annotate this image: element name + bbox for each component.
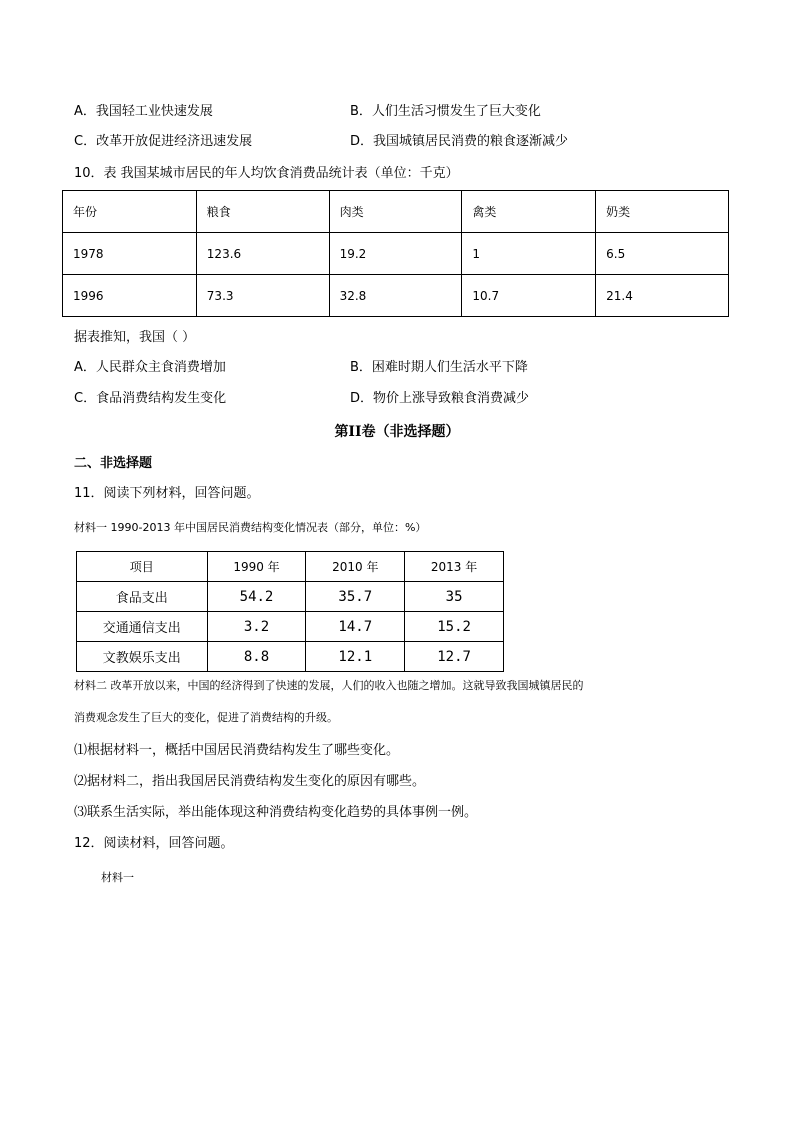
table-cell: 6.5: [596, 233, 729, 275]
table-cell: 35: [405, 582, 504, 612]
q10-stem: 据表推知，我国（ ）: [74, 330, 196, 345]
q10-title: 10．表 我国某城市居民的年人均饮食消费品统计表（单位：千克）: [74, 166, 459, 181]
q9-option-a: A．我国轻工业快速发展: [74, 104, 213, 119]
q9-option-c: C．改革开放促进经济迅速发展: [74, 134, 253, 149]
q11-material2-line2: 消费观念发生了巨大的变化，促进了消费结构的升级。: [74, 711, 338, 724]
table-header-cell: 年份: [63, 191, 197, 233]
q9-option-d: D．我国城镇居民消费的粮食逐渐减少: [350, 134, 569, 149]
q12-intro: 12．阅读材料，回答问题。: [74, 836, 234, 851]
table-header-cell: 1990 年: [207, 552, 306, 582]
table-cell: 文教娱乐支出: [77, 642, 208, 672]
table-cell: 交通通信支出: [77, 612, 208, 642]
table-header-cell: 2013 年: [405, 552, 504, 582]
table-cell: 21.4: [596, 275, 729, 317]
table-header-row: [77, 552, 504, 582]
q11-subquestion-1: ⑴根据材料一，概括中国居民消费结构发生了哪些变化。: [74, 743, 400, 758]
q10-table: [62, 190, 729, 317]
table-row: [77, 642, 504, 672]
q10-option-a: A．人民群众主食消费增加: [74, 360, 226, 375]
q11-material2-line1: 材料二 改革开放以来，中国的经济得到了快速的发展，人们的收入也随之增加。这就导致我国城镇居民的: [74, 679, 584, 692]
q11-subquestion-2: ⑵据材料二，指出我国居民消费结构发生变化的原因有哪些。: [74, 774, 426, 789]
table-cell: 15.2: [405, 612, 504, 642]
table-header-cell: 肉类: [329, 191, 462, 233]
q10-option-c: C．食品消费结构发生变化: [74, 391, 227, 406]
q12-material1-label: 材料一: [101, 871, 134, 884]
q11-material1-caption: 材料一 1990-2013 年中国居民消费结构变化情况表（部分，单位：%）: [74, 521, 427, 534]
table-header-cell: 2010 年: [306, 552, 405, 582]
table-cell: 8.8: [207, 642, 306, 672]
table-cell: 1996: [63, 275, 197, 317]
table-cell: 1978: [63, 233, 197, 275]
section-heading: 二、非选择题: [74, 456, 153, 471]
q10-option-b: B．困难时期人们生活水平下降: [350, 360, 528, 375]
q10-option-d: D．物价上涨导致粮食消费减少: [350, 391, 530, 406]
table-header-cell: 粮食: [196, 191, 329, 233]
table-cell: 54.2: [207, 582, 306, 612]
table-row: [77, 612, 504, 642]
table-cell: 73.3: [196, 275, 329, 317]
table-cell: 14.7: [306, 612, 405, 642]
part2-title: 第II卷（非选择题）: [334, 424, 460, 440]
table-cell: 3.2: [207, 612, 306, 642]
q11-subquestion-3: ⑶联系生活实际，举出能体现这种消费结构变化趋势的具体事例一例。: [74, 805, 478, 820]
table-header-cell: 奶类: [596, 191, 729, 233]
table-cell: 19.2: [329, 233, 462, 275]
table-cell: 1: [462, 233, 596, 275]
table-cell: 10.7: [462, 275, 596, 317]
table-cell: 12.1: [306, 642, 405, 672]
table-row: [63, 275, 729, 317]
table-header-cell: 项目: [77, 552, 208, 582]
table-cell: 123.6: [196, 233, 329, 275]
table-header-cell: 禽类: [462, 191, 596, 233]
table-cell: 12.7: [405, 642, 504, 672]
table-cell: 食品支出: [77, 582, 208, 612]
table-row: [77, 582, 504, 612]
q11-intro: 11．阅读下列材料，回答问题。: [74, 486, 260, 501]
table-cell: 32.8: [329, 275, 462, 317]
q11-material1-table: [76, 551, 504, 672]
q9-option-b: B．人们生活习惯发生了巨大变化: [350, 104, 541, 119]
table-header-row: [63, 191, 729, 233]
table-cell: 35.7: [306, 582, 405, 612]
table-row: [63, 233, 729, 275]
